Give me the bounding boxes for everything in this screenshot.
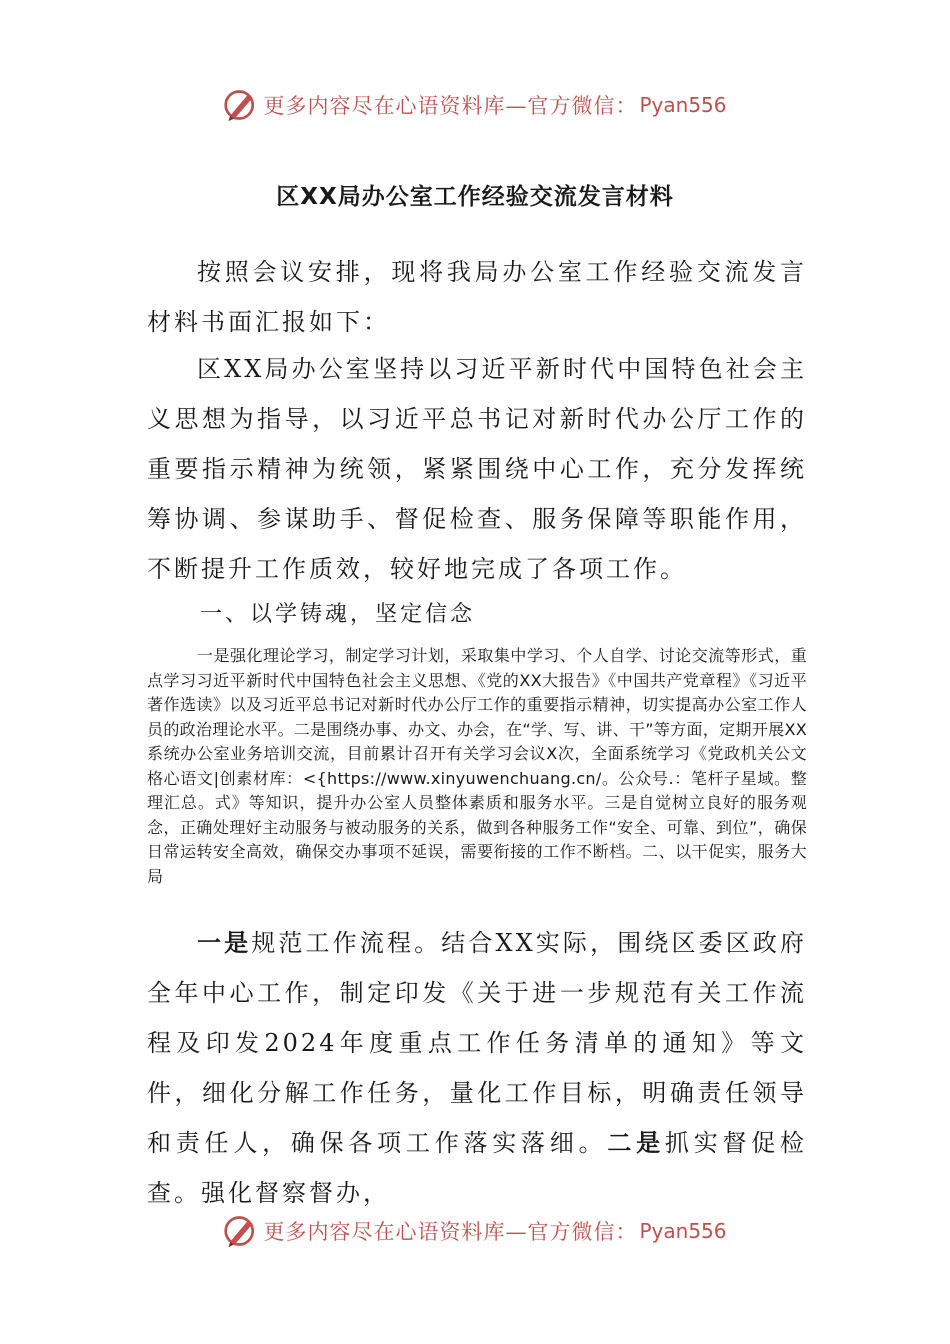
lead-one: 一是 [197, 928, 252, 957]
section2-text-two: 抓实督促检查。强化督察督办， [147, 1129, 808, 1207]
section1-body: 一是强化理论学习，制定学习计划，采取集中学习、个人自学、讨论交流等形式，重点学习习近平新时代中国特色社会主义思想、《党的XX大报告》《中国共产党章程》《习近平著作选读》以及习近平总书记对新时代办公厅工作的重要指示精神，切实提高办公室工作人员的政治理论水平。二是围绕办事、办文、办会，在“学、写、讲、干”等方面，定期开展XX系统办公室业务培训交流，目前累计召开有关学习会议X次，全面系统学习《党政机关公文格心语文|创素材库：<{https://www.xinyuwenchuang.cn/。公众号.：笔杆子星域。整理汇总。式》等知识，提升办公室人员整体素质和服务水平。三是自觉树立良好的服务观念，正确处理好主动服务与被动服务的关系，做到各种服务工作“安全、可靠、到位”，确保日常运转安全高效，确保交办事项不延误，需要衔接的工作不断档。二、以干促实，服务大局 [147, 646, 807, 886]
lead-two: 二是 [607, 1128, 665, 1157]
banner-wechat-id: Pyan556 [639, 93, 727, 117]
pen-logo-icon [223, 1213, 259, 1249]
section2-paragraph [147, 918, 807, 1218]
footer-banner [0, 1206, 950, 1256]
intro-paragraph: 按照会议安排，现将我局办公室工作经验交流发言材料书面汇报如下： [147, 258, 807, 336]
banner-text: 更多内容尽在心语资料库—官方微信： [263, 94, 638, 118]
pen-logo-icon [223, 87, 259, 123]
section2-text-one: 规范工作流程。结合XX实际，围绕区委区政府全年中心工作，制定印发《关于进一步规范有关工作流程及印发2024年度重点工作任务清单的通知》等文件，细化分解工作任务，量化工作目标，明确责任领导和责任人，确保各项工作落实落细。 [147, 929, 808, 1157]
banner-text: 更多内容尽在心语资料库—官方微信： [263, 1220, 638, 1244]
overview-paragraph: 区XX局办公室坚持以习近平新时代中国特色社会主义思想为指导，以习近平总书记对新时代办公厅工作的重要指示精神为统领，紧紧围绕中心工作，充分发挥统筹协调、参谋助手、督促检查、服务保障等职能作用，不断提升工作质效，较好地完成了各项工作。 [147, 355, 807, 583]
section1-heading: 一、以学铸魂，坚定信念 [200, 602, 476, 627]
banner-wechat-id: Pyan556 [639, 1219, 727, 1243]
header-banner [0, 80, 950, 130]
document-title: 区XX局办公室工作经验交流发言材料 [276, 184, 674, 210]
